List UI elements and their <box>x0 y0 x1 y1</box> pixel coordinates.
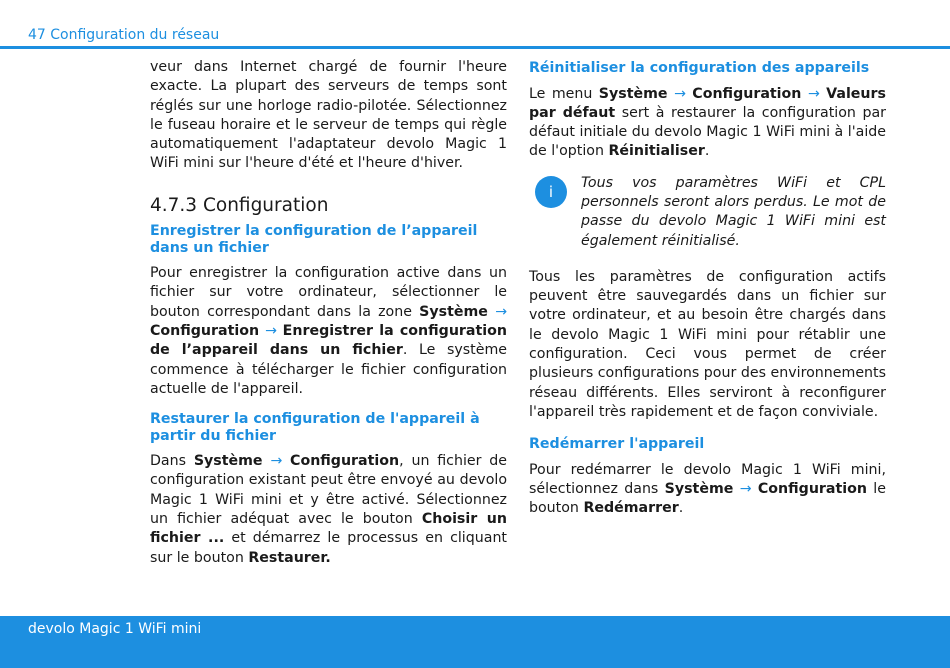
restore-config-heading: Restaurer la configuration de l'appareil à partir du fichier <box>150 411 480 444</box>
reset-config-paragraph: Le menu Système → Configuration → Valeurs par défaut sert à restaurer la configuration par défaut initiale du devolo Magic 1 WiFi mini à l'aide de l'option Réinitialiser. <box>529 85 886 160</box>
info-note <box>529 174 886 251</box>
restore-config-paragraph: Dans Système → Configuration, un fichier de configuration existant peut être envoyé au devolo Magic 1 WiFi mini et y être activé. Sélectionnez un fichier adéquat avec le bouton Choisir un fichier ... et démarrez le processus en cliquant sur le bouton Restaurer. <box>150 453 507 566</box>
info-note-text: Tous vos paramètres WiFi et CPL personnels seront alors perdus. Le mot de passe du devolo Magic 1 WiFi mini est également réinitialisé. <box>581 174 886 249</box>
restart-paragraph: Pour redémarrer le devolo Magic 1 WiFi mini, sélectionnez dans Système → Configuration le bouton Redémarrer. <box>529 461 886 517</box>
page-footer-title: devolo Magic 1 WiFi mini <box>28 621 202 637</box>
page-header-title: 47 Configuration du réseau <box>28 27 220 43</box>
arrow-right-icon: → <box>667 85 693 102</box>
save-config-heading: Enregistrer la configuration de l’appareil dans un fichier <box>150 223 478 256</box>
reset-config-heading: Réinitialiser la configuration des appareils <box>529 60 870 76</box>
right-column <box>529 58 886 519</box>
ntp-paragraph: veur dans Internet chargé de fournir l'heure exacte. La plupart des serveurs de temps sont réglés sur une horloge radio-pilotée. Sélectionnez le fuseau horaire et le serveur de temps qui règle automatiquement l'adaptateur devolo Magic 1 WiFi mini sur l'heure d'été et l'heure d'hiver. <box>150 59 507 172</box>
restart-heading: Redémarrer l'appareil <box>529 436 705 453</box>
page-footer <box>0 616 950 668</box>
arrow-right-icon: → <box>487 303 507 320</box>
arrow-right-icon: → <box>259 322 283 339</box>
arrow-right-icon: → <box>733 481 758 498</box>
arrow-right-icon: → <box>801 85 827 102</box>
page-header <box>0 0 950 50</box>
arrow-right-icon: → <box>262 453 291 470</box>
save-restore-paragraph: Tous les paramètres de configuration actifs peuvent être sauvegardés dans un fichier sur votre ordinateur, et au besoin être chargés dans le devolo Magic 1 WiFi mini pour rétablir une configuration. Ceci vous permet de créer plusieurs configurations pour des environnements réseau différents. Elles serviront à reconfigurer l'appareil très rapidement et de façon conviviale. <box>529 268 886 420</box>
save-config-paragraph: Pour enregistrer la configuration active dans un fichier sur votre ordinateur, sélectionner le bouton correspondant dans la zone Système → Configuration → Enregistrer la configuration de l’appareil dans un fichier. Le système commence à télécharger le fichier configuration actuelle de l'appareil. <box>150 265 508 397</box>
info-icon: i <box>535 176 567 208</box>
section-title: 4.7.3 Configuration <box>150 194 329 216</box>
header-divider <box>0 46 950 49</box>
left-column <box>150 58 507 568</box>
